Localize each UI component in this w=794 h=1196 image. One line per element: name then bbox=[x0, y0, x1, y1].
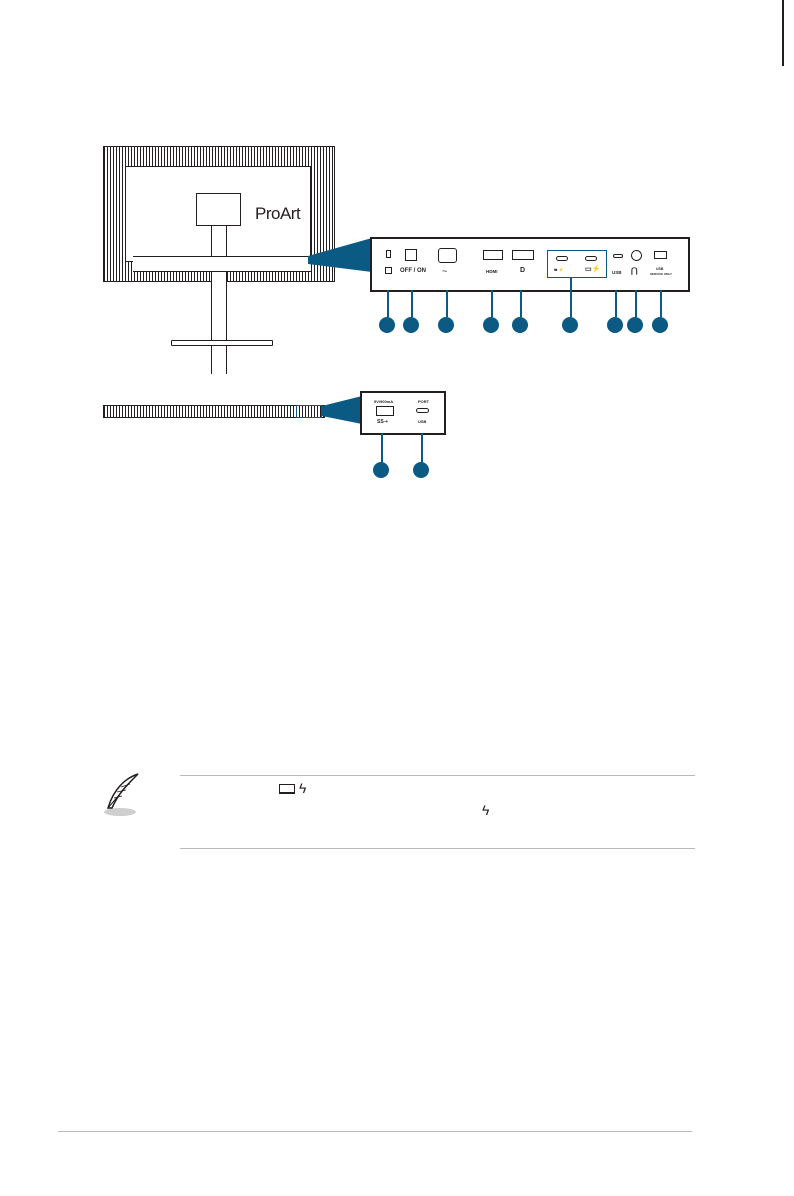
usb-c-side-port-icon bbox=[416, 408, 429, 413]
leader-line bbox=[520, 290, 522, 317]
power-switch-icon bbox=[405, 249, 417, 261]
dp-symbol: D bbox=[520, 267, 526, 274]
kensington-slot-icon bbox=[386, 250, 391, 258]
callout-marker bbox=[379, 317, 395, 333]
callout-marker bbox=[403, 317, 419, 333]
ac-symbol: ~ bbox=[442, 266, 448, 276]
note-bottom-rule bbox=[180, 848, 695, 849]
leader-line bbox=[660, 290, 662, 317]
callout-marker bbox=[652, 317, 668, 333]
side-callout-connector bbox=[318, 396, 364, 424]
laptop-bolt-label: ▭⚡ bbox=[585, 266, 601, 273]
usb-a-sub-label: SERVICE ONLY bbox=[650, 272, 673, 276]
rear-ports-callout bbox=[370, 237, 690, 292]
proart-logo: ProArt bbox=[255, 204, 301, 223]
usb-a-service-port-icon bbox=[654, 251, 667, 259]
hdmi-label: HDMI bbox=[486, 269, 498, 274]
laptop-icon bbox=[279, 784, 295, 794]
leader-line bbox=[491, 290, 493, 317]
side-ports-callout bbox=[360, 391, 446, 435]
callout-marker bbox=[607, 317, 623, 333]
headphone-icon: ⋂ bbox=[631, 266, 638, 275]
displayport-icon bbox=[512, 250, 534, 260]
leader-line bbox=[387, 290, 389, 317]
leader-line bbox=[421, 433, 423, 463]
usb-c-port-icon bbox=[556, 256, 568, 261]
leader-line bbox=[570, 278, 572, 317]
stand-base bbox=[171, 340, 273, 346]
usb-c-left-label: ⇆ ⚡ bbox=[554, 267, 564, 272]
usb-c-thunderbolt-port-icon bbox=[585, 256, 597, 261]
leader-line bbox=[635, 290, 637, 317]
note-top-rule bbox=[180, 775, 695, 776]
callout-marker bbox=[627, 317, 643, 333]
usb-a-side-port-icon bbox=[376, 406, 394, 416]
stand-mount bbox=[196, 193, 241, 226]
usb-c-small-port-icon bbox=[613, 254, 623, 258]
callout-marker bbox=[562, 317, 578, 333]
thunderbolt-icon: ϟ bbox=[482, 802, 490, 818]
callout-marker bbox=[512, 317, 528, 333]
usb-a-side-label: 5V/900mA bbox=[374, 399, 394, 404]
leader-line bbox=[446, 290, 448, 317]
leader-line bbox=[411, 290, 413, 317]
usb-c-side-label: PORT bbox=[418, 399, 430, 404]
usb-c-port-group bbox=[547, 250, 607, 278]
hdmi-port-icon bbox=[483, 250, 503, 260]
usb-a-label: USB bbox=[656, 267, 664, 271]
callout-marker bbox=[483, 317, 499, 333]
stand-neck bbox=[211, 204, 227, 374]
lock-icon bbox=[385, 267, 392, 274]
leader-line bbox=[615, 290, 617, 317]
callout-connector bbox=[300, 236, 380, 276]
thunderbolt-icon: ϟ bbox=[299, 780, 307, 796]
earphone-jack-icon bbox=[631, 250, 642, 261]
rear-port-strip bbox=[133, 256, 311, 272]
note-feather-icon bbox=[100, 770, 146, 818]
usb-c-side-sub-label: USB bbox=[418, 419, 427, 424]
footer-rule bbox=[58, 1131, 692, 1132]
superspeed-icon: SS⇢ bbox=[377, 419, 388, 425]
ac-power-input-icon bbox=[438, 248, 457, 263]
usb-label: USB bbox=[612, 270, 622, 275]
callout-marker bbox=[373, 462, 389, 478]
callout-marker bbox=[413, 462, 429, 478]
leader-line bbox=[381, 433, 383, 463]
off-on-label: OFF / ON bbox=[400, 268, 426, 274]
monitor-bottom-view bbox=[103, 405, 325, 418]
callout-marker bbox=[438, 317, 454, 333]
page-edge-rule bbox=[782, 0, 784, 66]
